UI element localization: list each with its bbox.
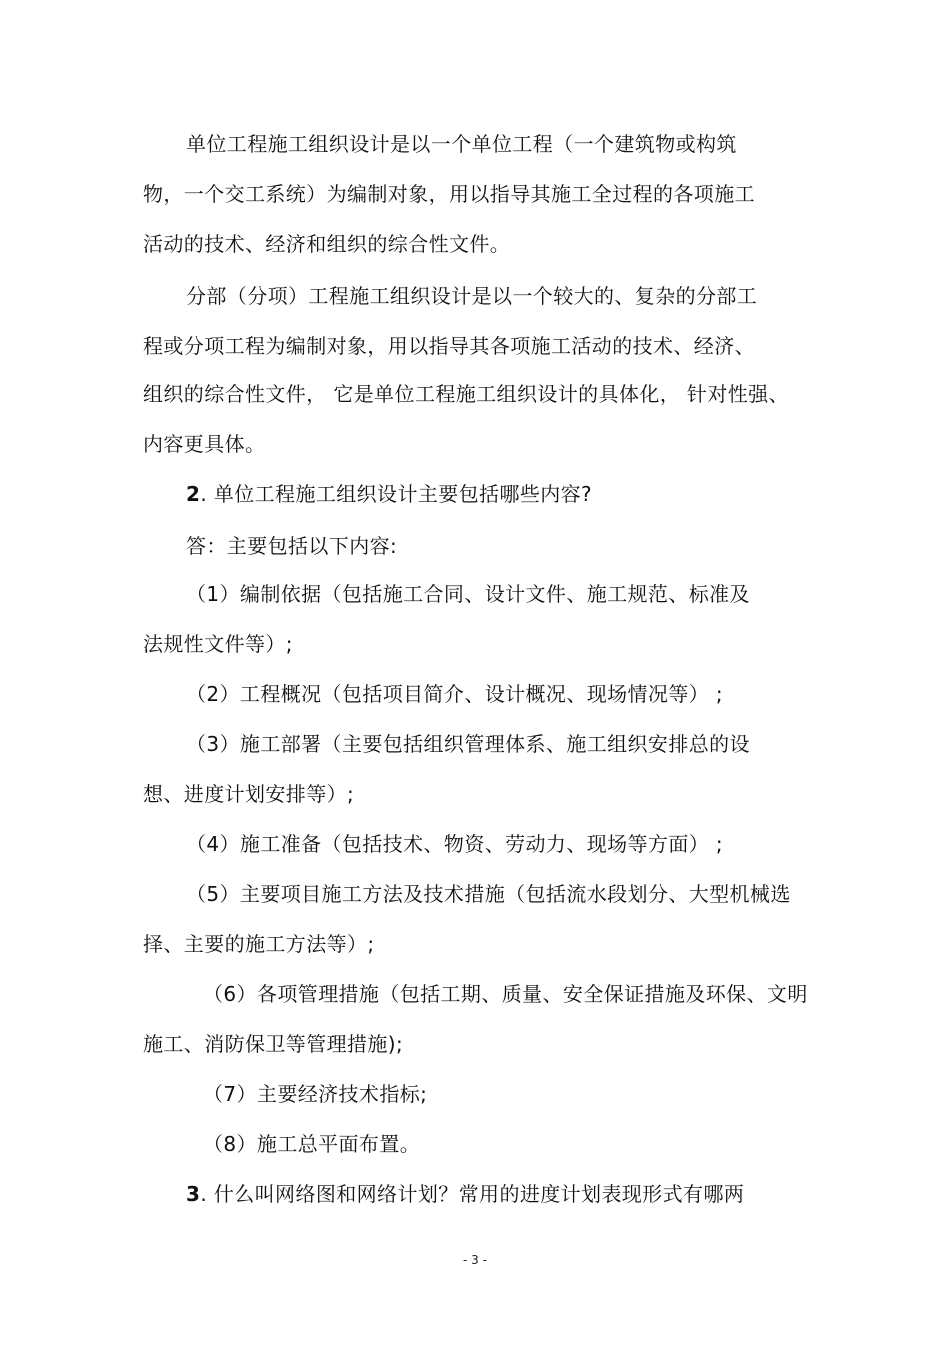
question-heading (186, 1181, 744, 1207)
list-item: （8）施工总平面布置。 (203, 1132, 421, 1156)
paragraph-line: 活动的技术、经济和组织的综合性文件。 (143, 232, 511, 256)
question-heading (186, 481, 592, 507)
list-item: （2）工程概况（包括项目简介、设计概况、现场情况等） ; (186, 682, 724, 706)
list-item-continuation: 择、主要的施工方法等）; (143, 932, 375, 956)
paragraph-line: 内容更具体。 (143, 432, 266, 456)
paragraph-line: 物，一个交工系统）为编制对象，用以指导其施工全过程的各项施工 (143, 182, 755, 206)
list-item-continuation: 法规性文件等）; (143, 632, 293, 656)
page-number: - 3 - (463, 1253, 487, 1267)
list-item-continuation: 想、进度计划安排等）; (143, 782, 355, 806)
paragraph-line: 组织的综合性文件， 它是单位工程施工组织设计的具体化， 针对性强、 (143, 382, 789, 406)
list-item: （1）编制依据（包括施工合同、设计文件、施工规范、标准及 (186, 582, 750, 606)
question-number: 3 (186, 1182, 201, 1206)
list-item: （6）各项管理措施（包括工期、质量、安全保证措施及环保、文明 (203, 982, 808, 1006)
paragraph-line: 程或分项工程为编制对象，用以指导其各项施工活动的技术、经济、 (143, 334, 755, 358)
question-number: 2 (186, 482, 201, 506)
question-text: . 单位工程施工组织设计主要包括哪些内容? (200, 482, 593, 506)
list-item: （4）施工准备（包括技术、物资、劳动力、现场等方面） ; (186, 832, 724, 856)
list-item-continuation: 施工、消防保卫等管理措施); (143, 1032, 404, 1056)
paragraph-line: 分部（分项）工程施工组织设计是以一个较大的、复杂的分部工 (186, 284, 758, 308)
answer-intro: 答：主要包括以下内容: (186, 534, 398, 558)
list-item: （3）施工部署（主要包括组织管理体系、施工组织安排总的设 (186, 732, 750, 756)
list-item: （5）主要项目施工方法及技术措施（包括流水段划分、大型机械选 (186, 882, 791, 906)
question-text: . 什么叫网络图和网络计划？常用的进度计划表现形式有哪两 (200, 1182, 745, 1206)
paragraph-line: 单位工程施工组织设计是以一个单位工程（一个建筑物或构筑 (186, 132, 737, 156)
list-item: （7）主要经济技术指标; (203, 1082, 428, 1106)
